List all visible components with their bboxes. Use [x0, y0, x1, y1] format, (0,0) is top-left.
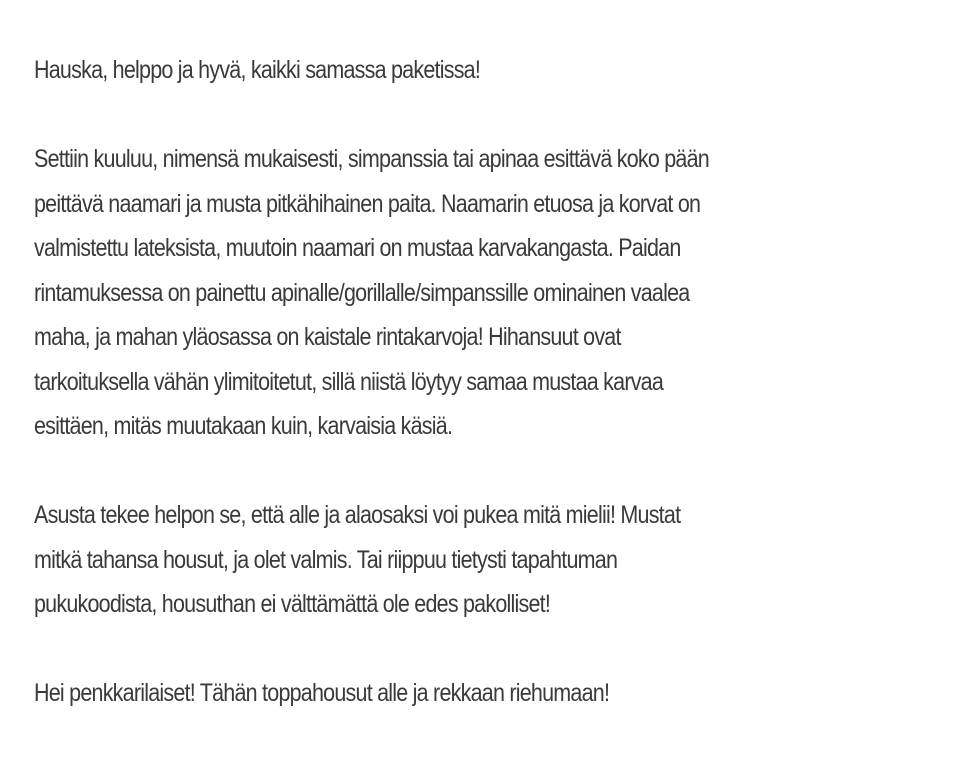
text-line: esittäen, mitäs muutakaan kuin, karvaisia käsiä.: [34, 412, 453, 440]
closing-paragraph: [34, 671, 808, 716]
text-line: Asusta tekee helpon se, että alle ja alaosaksi voi pukea mitä mielii! Mustat: [34, 501, 681, 529]
text-line: rintamuksessa on painettu apinalle/gorillalle/simpanssille ominainen vaalea: [34, 278, 690, 307]
text-line: tarkoituksella vähän ylimitoitetut, sillä niistä löytyy samaa mustaa karvaa: [34, 367, 664, 396]
text-line: maha, ja mahan yläosassa on kaistale rintakarvoja! Hihansuut ovat: [34, 323, 621, 351]
text-line: peittävä naamari ja musta pitkähihainen paita. Naamarin etuosa ja korvat on: [34, 189, 701, 218]
text-line: pukukoodista, housuthan ei välttämättä ole edes pakolliset!: [34, 590, 551, 618]
easy-outfit-paragraph: [34, 493, 808, 627]
text-line: Hauska, helppo ja hyvä, kaikki samassa paketissa!: [34, 56, 481, 84]
text-line: Settiin kuuluu, nimensä mukaisesti, simpanssia tai apinaa esittävä koko pään: [34, 145, 709, 173]
set-contents-paragraph: [34, 137, 808, 449]
text-line: mitkä tahansa housut, ja olet valmis. Tai riippuu tietysti tapahtuman: [34, 545, 618, 574]
intro-paragraph: [34, 48, 808, 93]
text-line: Hei penkkarilaiset! Tähän toppahousut alle ja rekkaan riehumaan!: [34, 679, 610, 707]
product-description: [34, 48, 808, 760]
text-line: valmistettu lateksista, muutoin naamari on mustaa karvakangasta. Paidan: [34, 234, 681, 262]
